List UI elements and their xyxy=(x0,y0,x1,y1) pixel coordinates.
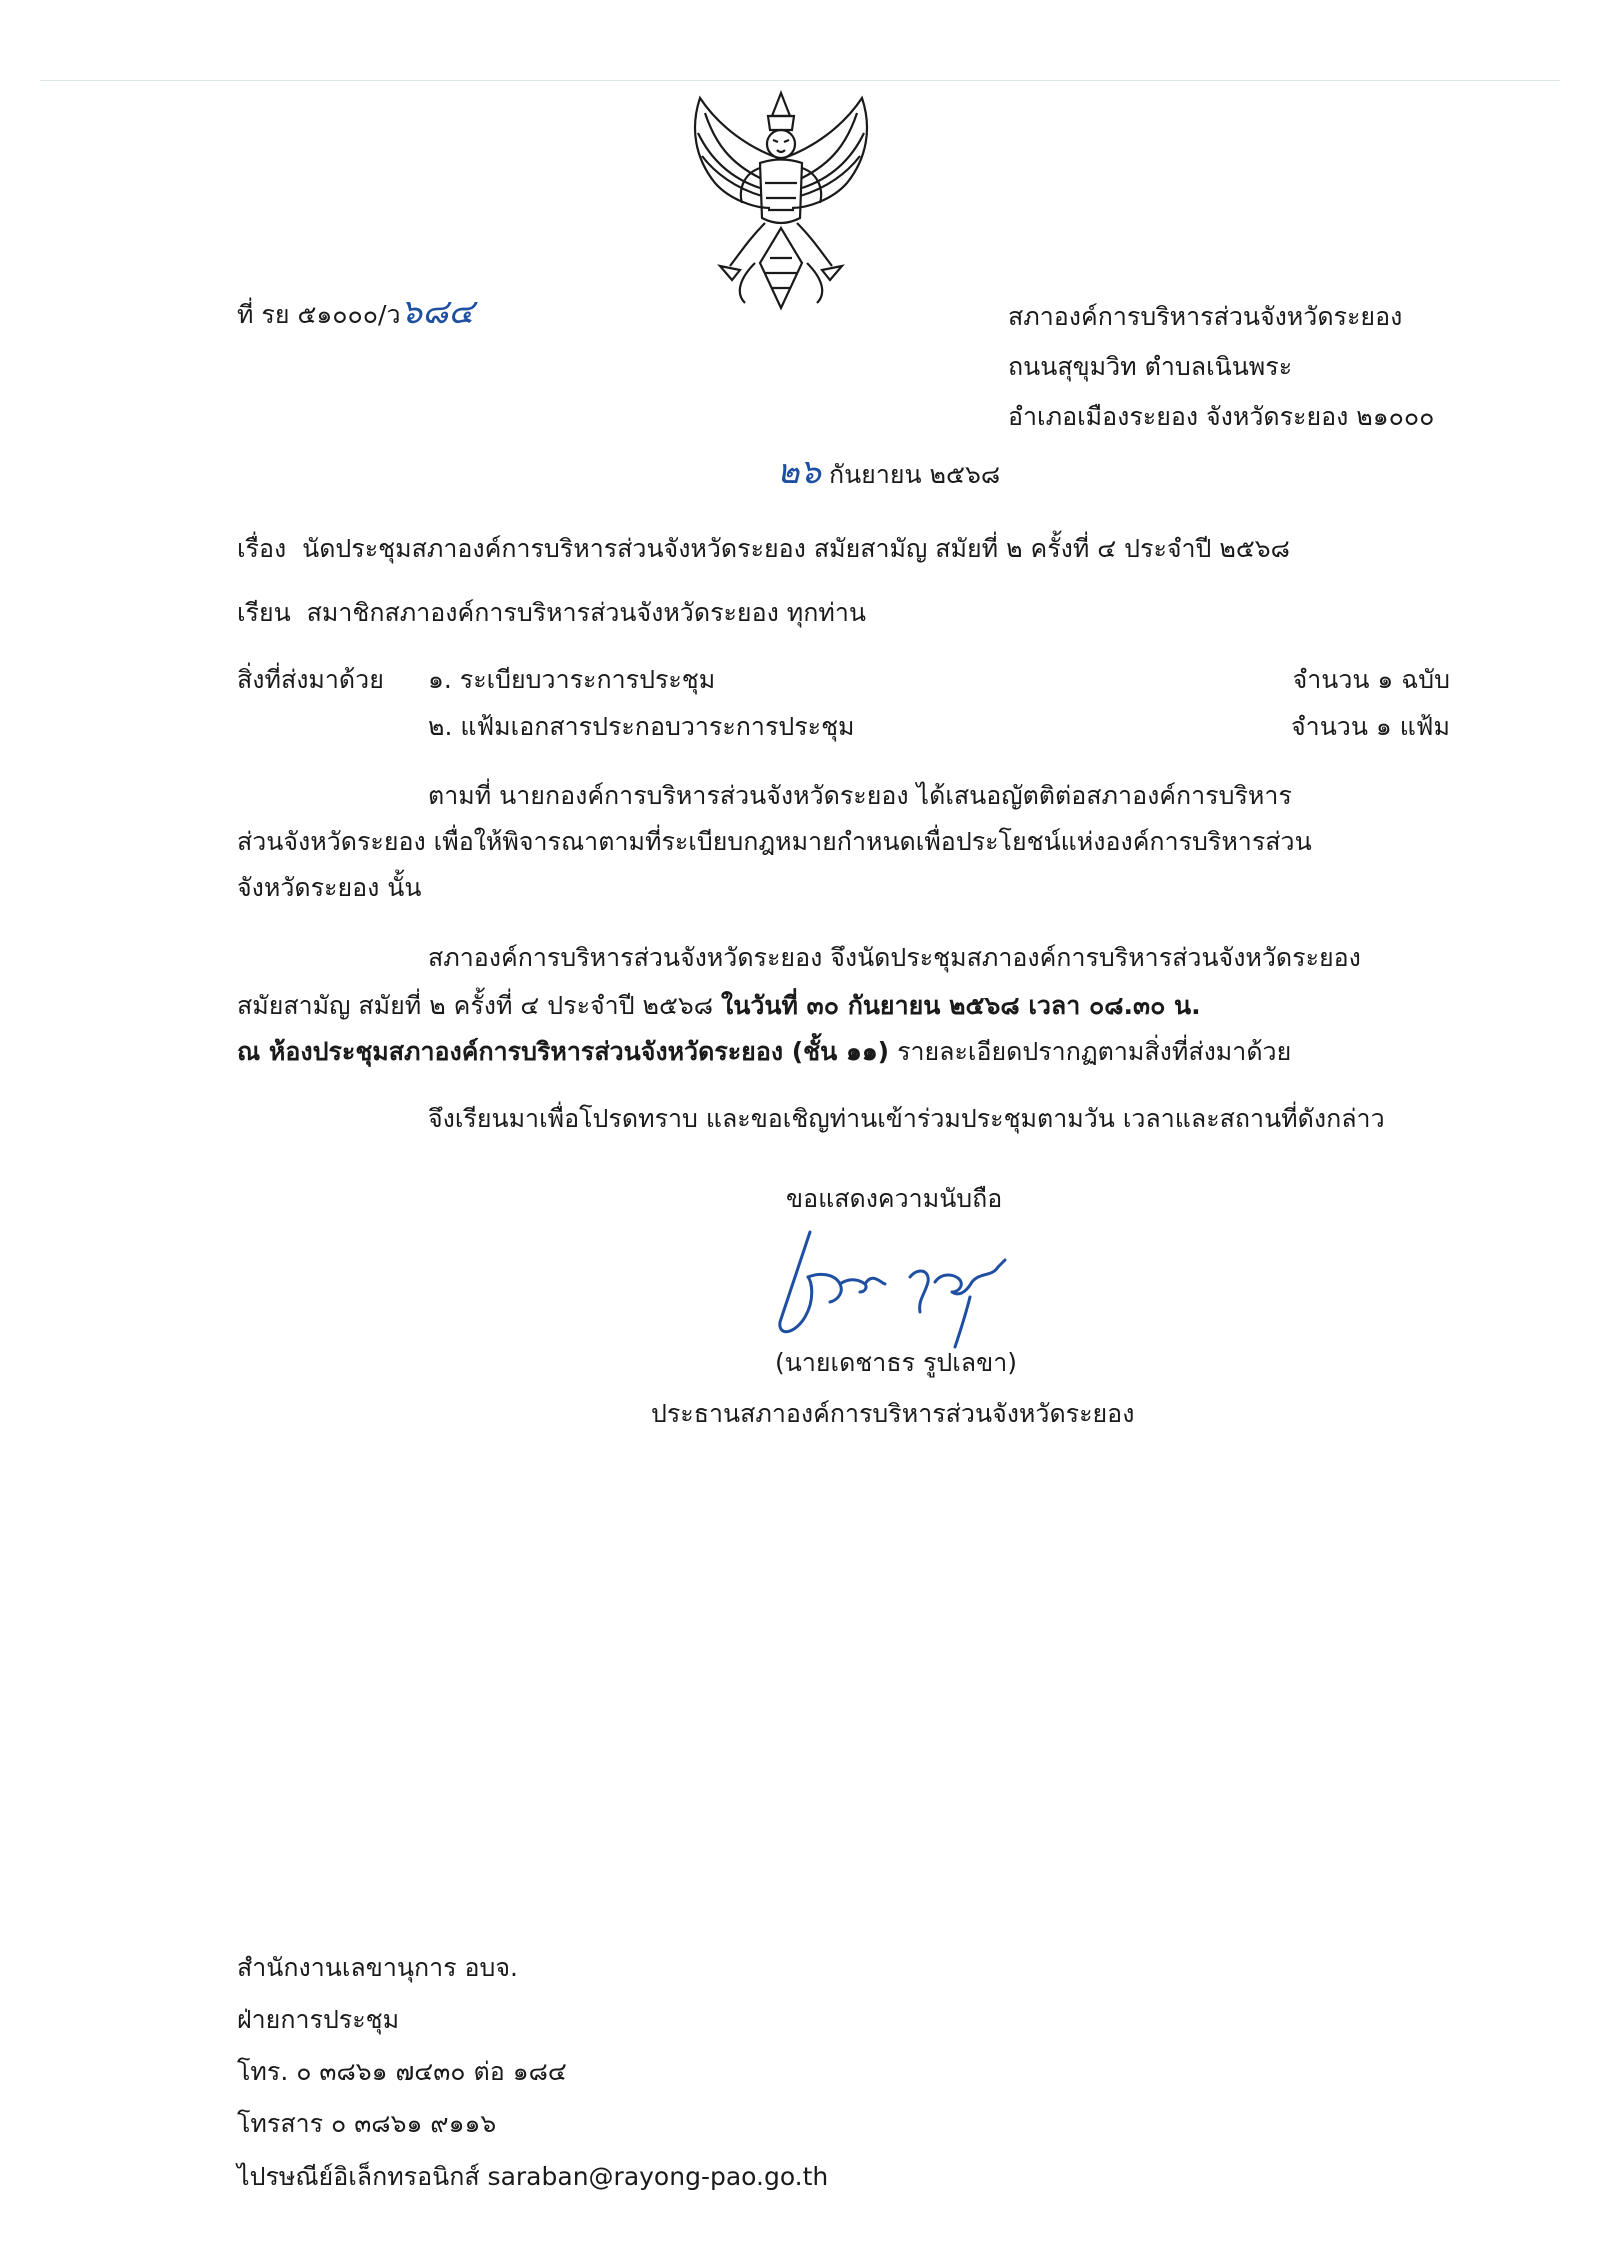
sender-line-3: อำเภอเมืองระยอง จังหวัดระยอง ๒๑๐๐๐ xyxy=(1008,402,1435,431)
meeting-datetime: ในวันที่ ๓๐ กันยายน ๒๕๖๘ เวลา ๐๘.๓๐ น. xyxy=(721,991,1201,1020)
enclosure-item-2-qty: จำนวน ๑ แฟ้ม xyxy=(1291,712,1450,741)
subject-label: เรื่อง xyxy=(237,534,287,563)
paragraph-2-line-2 xyxy=(237,983,1201,1029)
enclosure-item-2: ๒. แฟ้มเอกสารประกอบวาระการประชุม xyxy=(428,712,855,741)
reference-number xyxy=(237,292,475,332)
signer-title: ประธานสภาองค์การบริหารส่วนจังหวัดระยอง xyxy=(651,1399,1135,1428)
sender-line-1: สภาองค์การบริหารส่วนจังหวัดระยอง xyxy=(1008,302,1403,331)
subject-line xyxy=(237,532,1290,566)
date-day-handwritten: ๒๖ xyxy=(777,452,821,492)
date-month-year: กันยายน ๒๕๖๘ xyxy=(828,460,1001,489)
reference-handwritten-number: ๖๘๔ xyxy=(400,292,475,332)
signer-name: (นายเดชาธร รูปเลขา) xyxy=(775,1348,1017,1377)
enclosures-label: สิ่งที่ส่งมาด้วย xyxy=(237,665,384,694)
subject-text: นัดประชุมสภาองค์การบริหารส่วนจังหวัดระยอง สมัยสามัญ สมัยที่ ๒ ครั้งที่ ๔ ประจำปี ๒๕๖๘ xyxy=(302,534,1290,563)
paragraph-2-line-3 xyxy=(237,1029,1291,1075)
letter-date xyxy=(777,452,1001,492)
meeting-venue: ณ ห้องประชุมสภาองค์การบริหารส่วนจังหวัดระยอง (ชั้น ๑๑) xyxy=(237,1037,890,1066)
recipient-line xyxy=(237,596,866,630)
footer-office: สำนักงานเลขานุการ อบจ. xyxy=(237,1953,518,1982)
closing-salutation: ขอแสดงความนับถือ xyxy=(786,1184,1003,1213)
handwritten-signature xyxy=(760,1222,1030,1352)
sender-line-2: ถนนสุขุมวิท ตำบลเนินพระ xyxy=(1008,352,1293,381)
paragraph-2-line-1: สภาองค์การบริหารส่วนจังหวัดระยอง จึงนัดประชุมสภาองค์การบริหารส่วนจังหวัดระยอง xyxy=(428,943,1361,972)
paragraph-3: จึงเรียนมาเพื่อโปรดทราบ และขอเชิญท่านเข้าร่วมประชุมตามวัน เวลาและสถานที่ดังกล่าว xyxy=(428,1104,1385,1133)
paragraph-2-details: รายละเอียดปรากฏตามสิ่งที่ส่งมาด้วย xyxy=(889,1037,1292,1066)
footer-division: ฝ่ายการประชุม xyxy=(237,2005,400,2034)
paragraph-1-line-3: จังหวัดระยอง นั้น xyxy=(237,873,422,902)
footer-email: ไปรษณีย์อิเล็กทรอนิกส์ saraban@rayong-pao.go.th xyxy=(237,2162,829,2191)
paragraph-1-line-1: ตามที่ นายกองค์การบริหารส่วนจังหวัดระยอง ได้เสนอญัตติต่อสภาองค์การบริหาร xyxy=(428,781,1292,810)
footer-fax: โทรสาร ๐ ๓๘๖๑ ๙๑๑๖ xyxy=(237,2109,497,2138)
paragraph-1-line-2: ส่วนจังหวัดระยอง เพื่อให้พิจารณาตามที่ระเบียบกฎหมายกำหนดเพื่อประโยชน์แห่งองค์การบริหารส่วน xyxy=(237,827,1312,856)
enclosure-item-1: ๑. ระเบียบวาระการประชุม xyxy=(428,665,716,694)
reference-prefix: ที่ รย ๕๑๐๐๐/ว xyxy=(237,300,401,329)
footer-telephone: โทร. ๐ ๓๘๖๑ ๗๔๓๐ ต่อ ๑๘๔ xyxy=(237,2057,567,2086)
enclosure-item-1-qty: จำนวน ๑ ฉบับ xyxy=(1292,665,1450,694)
recipient-text: สมาชิกสภาองค์การบริหารส่วนจังหวัดระยอง ทุกท่าน xyxy=(306,598,866,627)
recipient-label: เรียน xyxy=(237,598,291,627)
paragraph-2-session: สมัยสามัญ สมัยที่ ๒ ครั้งที่ ๔ ประจำปี ๒๕๖๘ xyxy=(237,991,722,1020)
top-rule xyxy=(40,80,1560,81)
garuda-emblem-icon xyxy=(660,88,902,316)
